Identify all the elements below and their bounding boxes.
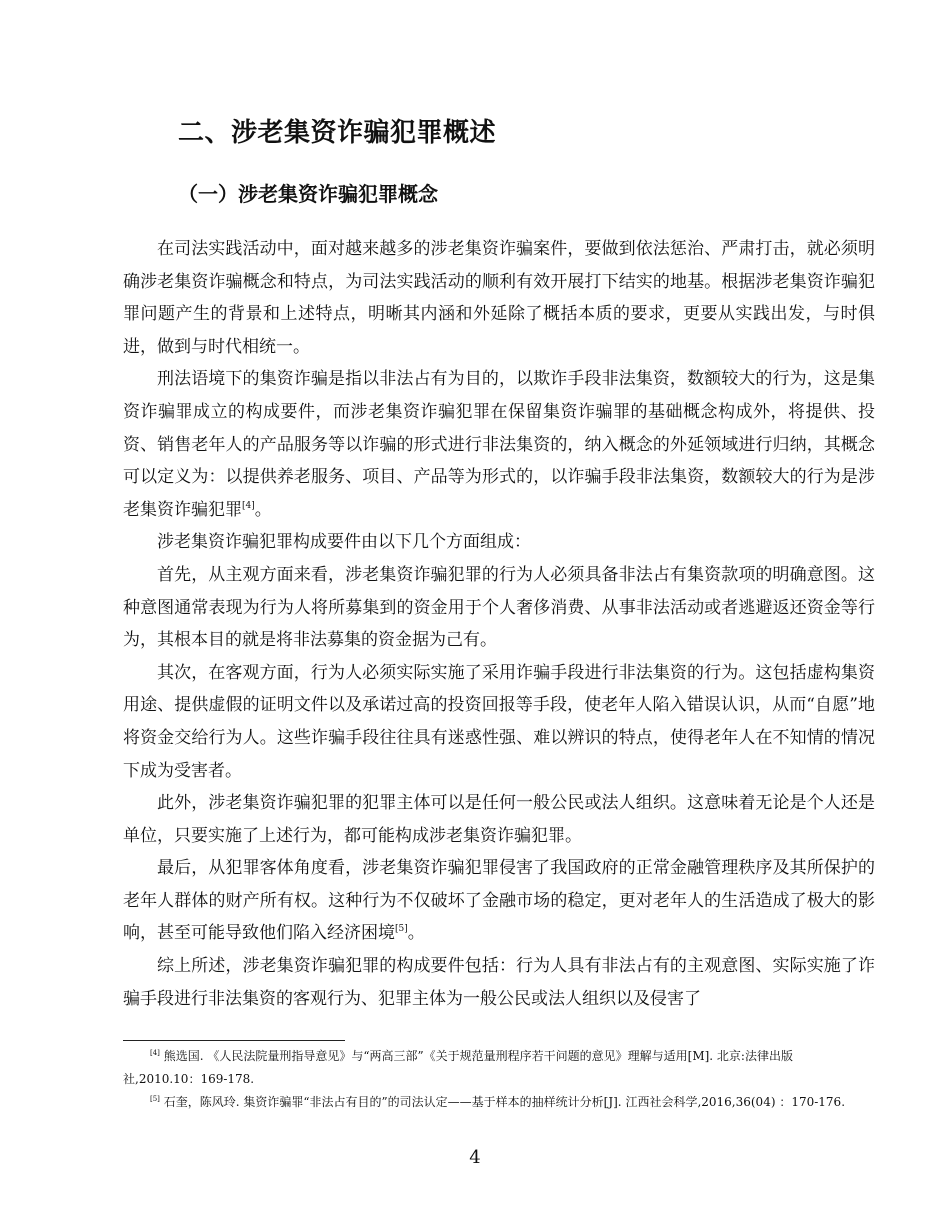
- paragraph: 最后，从犯罪客体角度看，涉老集资诈骗犯罪侵害了我国政府的正常金融管理秩序及其所保护的老年人群体的财产所有权。这种行为不仅破坏了金融市场的稳定，更对老年人的生活造成了极大的影响，甚至可能导致他们陷入经济困境[5]。: [123, 858, 875, 944]
- paragraph: 首先，从主观方面来看，涉老集资诈骗犯罪的行为人必须具备非法占有集资款项的明确意图。这种意图通常表现为行为人将所募集到的资金用于个人奢侈消费、从事非法活动或者逃避返还资金等行为，其根本目的就是将非法募集的资金据为己有。: [123, 564, 875, 651]
- footnote: [5] 石奎，陈风玲. 集资诈骗罪“非法占有目的”的司法认定——基于样本的抽样统计分析[J]. 江西社会科学,2016,36(04) ：170-176.: [150, 1095, 846, 1109]
- paragraph: 综上所述，涉老集资诈骗犯罪的构成要件包括：行为人具有非法占有的主观意图、实际实施了诈骗手段进行非法集资的客观行为、犯罪主体为一般公民或法人组织以及侵害了: [123, 956, 875, 1009]
- footnote-mark: [4]: [150, 1049, 160, 1057]
- paragraph: 此外，涉老集资诈骗犯罪的犯罪主体可以是任何一般公民或法人组织。这意味着无论是个人还是单位，只要实施了上述行为，都可能构成涉老集资诈骗犯罪。: [123, 793, 875, 846]
- body-text: [123, 233, 875, 1015]
- paragraph: 涉老集资诈骗犯罪构成要件由以下几个方面组成：: [157, 532, 531, 553]
- footnotes: [123, 1045, 868, 1114]
- subsection-heading: （一）涉老集资诈骗犯罪概念: [178, 182, 438, 206]
- paragraph: 其次，在客观方面，行为人必须实际实施了采用诈骗手段进行非法集资的行为。这包括虚构集资用途、提供虚假的证明文件以及承诺过高的投资回报等手段，使老年人陷入错误认识，从而“自愿”地将资金交给行为人。这些诈骗手段往往具有迷惑性强、难以辨识的特点，使得老年人在不知情的情况下成为受害者。: [123, 662, 875, 781]
- citation-ref: [5]: [395, 924, 408, 935]
- citation-ref: [4]: [242, 500, 255, 511]
- section-heading: 二、涉老集资诈骗犯罪概述: [178, 118, 497, 148]
- footnote-mark: [5]: [150, 1095, 160, 1103]
- paragraph: 在司法实践活动中，面对越来越多的涉老集资诈骗案件，要做到依法惩治、严肃打击，就必须明确涉老集资诈骗概念和特点，为司法实践活动的顺利有效开展打下结实的地基。根据涉老集资诈骗犯罪问题产生的背景和上述特点，明晰其内涵和外延除了概括本质的要求，更要从实践出发，与时俱进，做到与时代相统一。: [123, 239, 875, 357]
- footnote: [4] 熊选国. 《人民法院量刑指导意见》与“两高三部”《关于规范量刑程序若干问题的意见》理解与适用[M]. 北京:法律出版社,2010.10：169-178.: [123, 1049, 793, 1086]
- footnote-separator: [123, 1040, 345, 1041]
- page-number: 4: [469, 1147, 481, 1168]
- paragraph: 刑法语境下的集资诈骗是指以非法占有为目的，以欺诈手段非法集资，数额较大的行为，这是集资诈骗罪成立的构成要件，而涉老集资诈骗犯罪在保留集资诈骗罪的基础概念构成外，将提供、投资、销售老年人的产品服务等以诈骗的形式进行非法集资的，纳入概念的外延领域进行归纳，其概念可以定义为：以提供养老服务、项目、产品等为形式的，以诈骗手段非法集资，数额较大的行为是涉老集资诈骗犯罪[4]。: [123, 369, 875, 520]
